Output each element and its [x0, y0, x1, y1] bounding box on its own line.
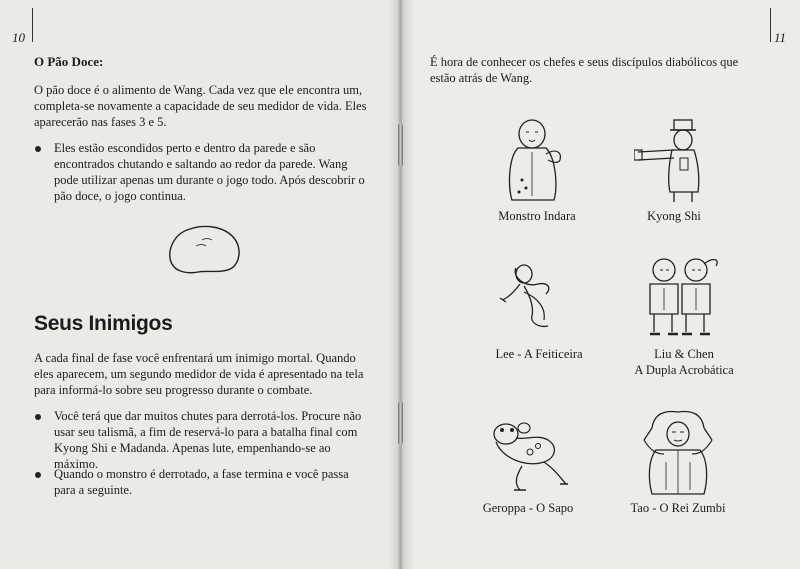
bullet-dot [35, 472, 41, 478]
enemy-subtitle: A Dupla Acrobática [634, 363, 734, 377]
sorceress-icon [494, 262, 574, 332]
zombie-king-icon [638, 410, 718, 496]
bun-heading: O Pão Doce: [34, 54, 104, 69]
bun-paragraph: O pão doce é o alimento de Wang. Cada vez que ele encontra um, completa-se novamente a capacidade de seu medidor de vida. Eles aparecerão nas fases 3 e 5. [34, 83, 367, 129]
enemy-name: Geroppa - O Sapo [482, 501, 574, 515]
page-number-right: 11 [773, 30, 786, 45]
sweet-bun-icon [166, 224, 244, 276]
enemy-name: Tao - O Rei Zumbi [630, 501, 726, 515]
enemy-name: Lee - A Feiticeira [495, 347, 583, 361]
frog-icon [486, 418, 570, 494]
acrobat-duo-icon [640, 256, 728, 338]
monk-monster-icon [502, 118, 570, 204]
corner-line [770, 8, 771, 42]
book-spine [388, 0, 414, 569]
enemy-name: Kyong Shi [647, 209, 701, 223]
enemies-paragraph: A cada final de fase você enfrentará um inimigo mortal. Quando eles aparecem, um segundo medidor de vida é apresentado na tela para informá-lo sobre seu progresso durante o combate. [34, 351, 364, 397]
bullet-dot [35, 146, 41, 152]
corner-line [32, 8, 33, 42]
enemies-section-title: Seus Inimigos [34, 312, 173, 335]
bun-bullet: Eles estão escondidos perto e dentro da parede e são encontrados chutando e saltando ao redor da parede. Wang pode utilizar apenas um durante o jogo todo. Após descobrir o pão doce, o jogo continua. [54, 141, 365, 203]
left-page [0, 0, 398, 569]
right-page [402, 0, 800, 569]
staple [398, 402, 403, 444]
page-number-left: 10 [12, 30, 25, 45]
staple [398, 124, 403, 166]
jiangshi-icon [634, 118, 714, 204]
intro-paragraph: É hora de conhecer os chefes e seus discípulos diabólicos que estão atrás de Wang. [430, 55, 739, 85]
defeat-bullet: Quando o monstro é derrotado, a fase termina e você passa para a seguinte. [54, 467, 349, 497]
kicks-bullet: Você terá que dar muitos chutes para derrotá-los. Procure não usar seu talismã, a fim de reservá-lo para a batalha final com Kyong Shi e Madanda. Apenas lute, empenhando-se ao máximo. [54, 409, 362, 471]
bullet-dot [35, 414, 41, 420]
enemy-name: Monstro Indara [498, 209, 576, 223]
enemy-name: Liu & Chen [654, 347, 714, 361]
